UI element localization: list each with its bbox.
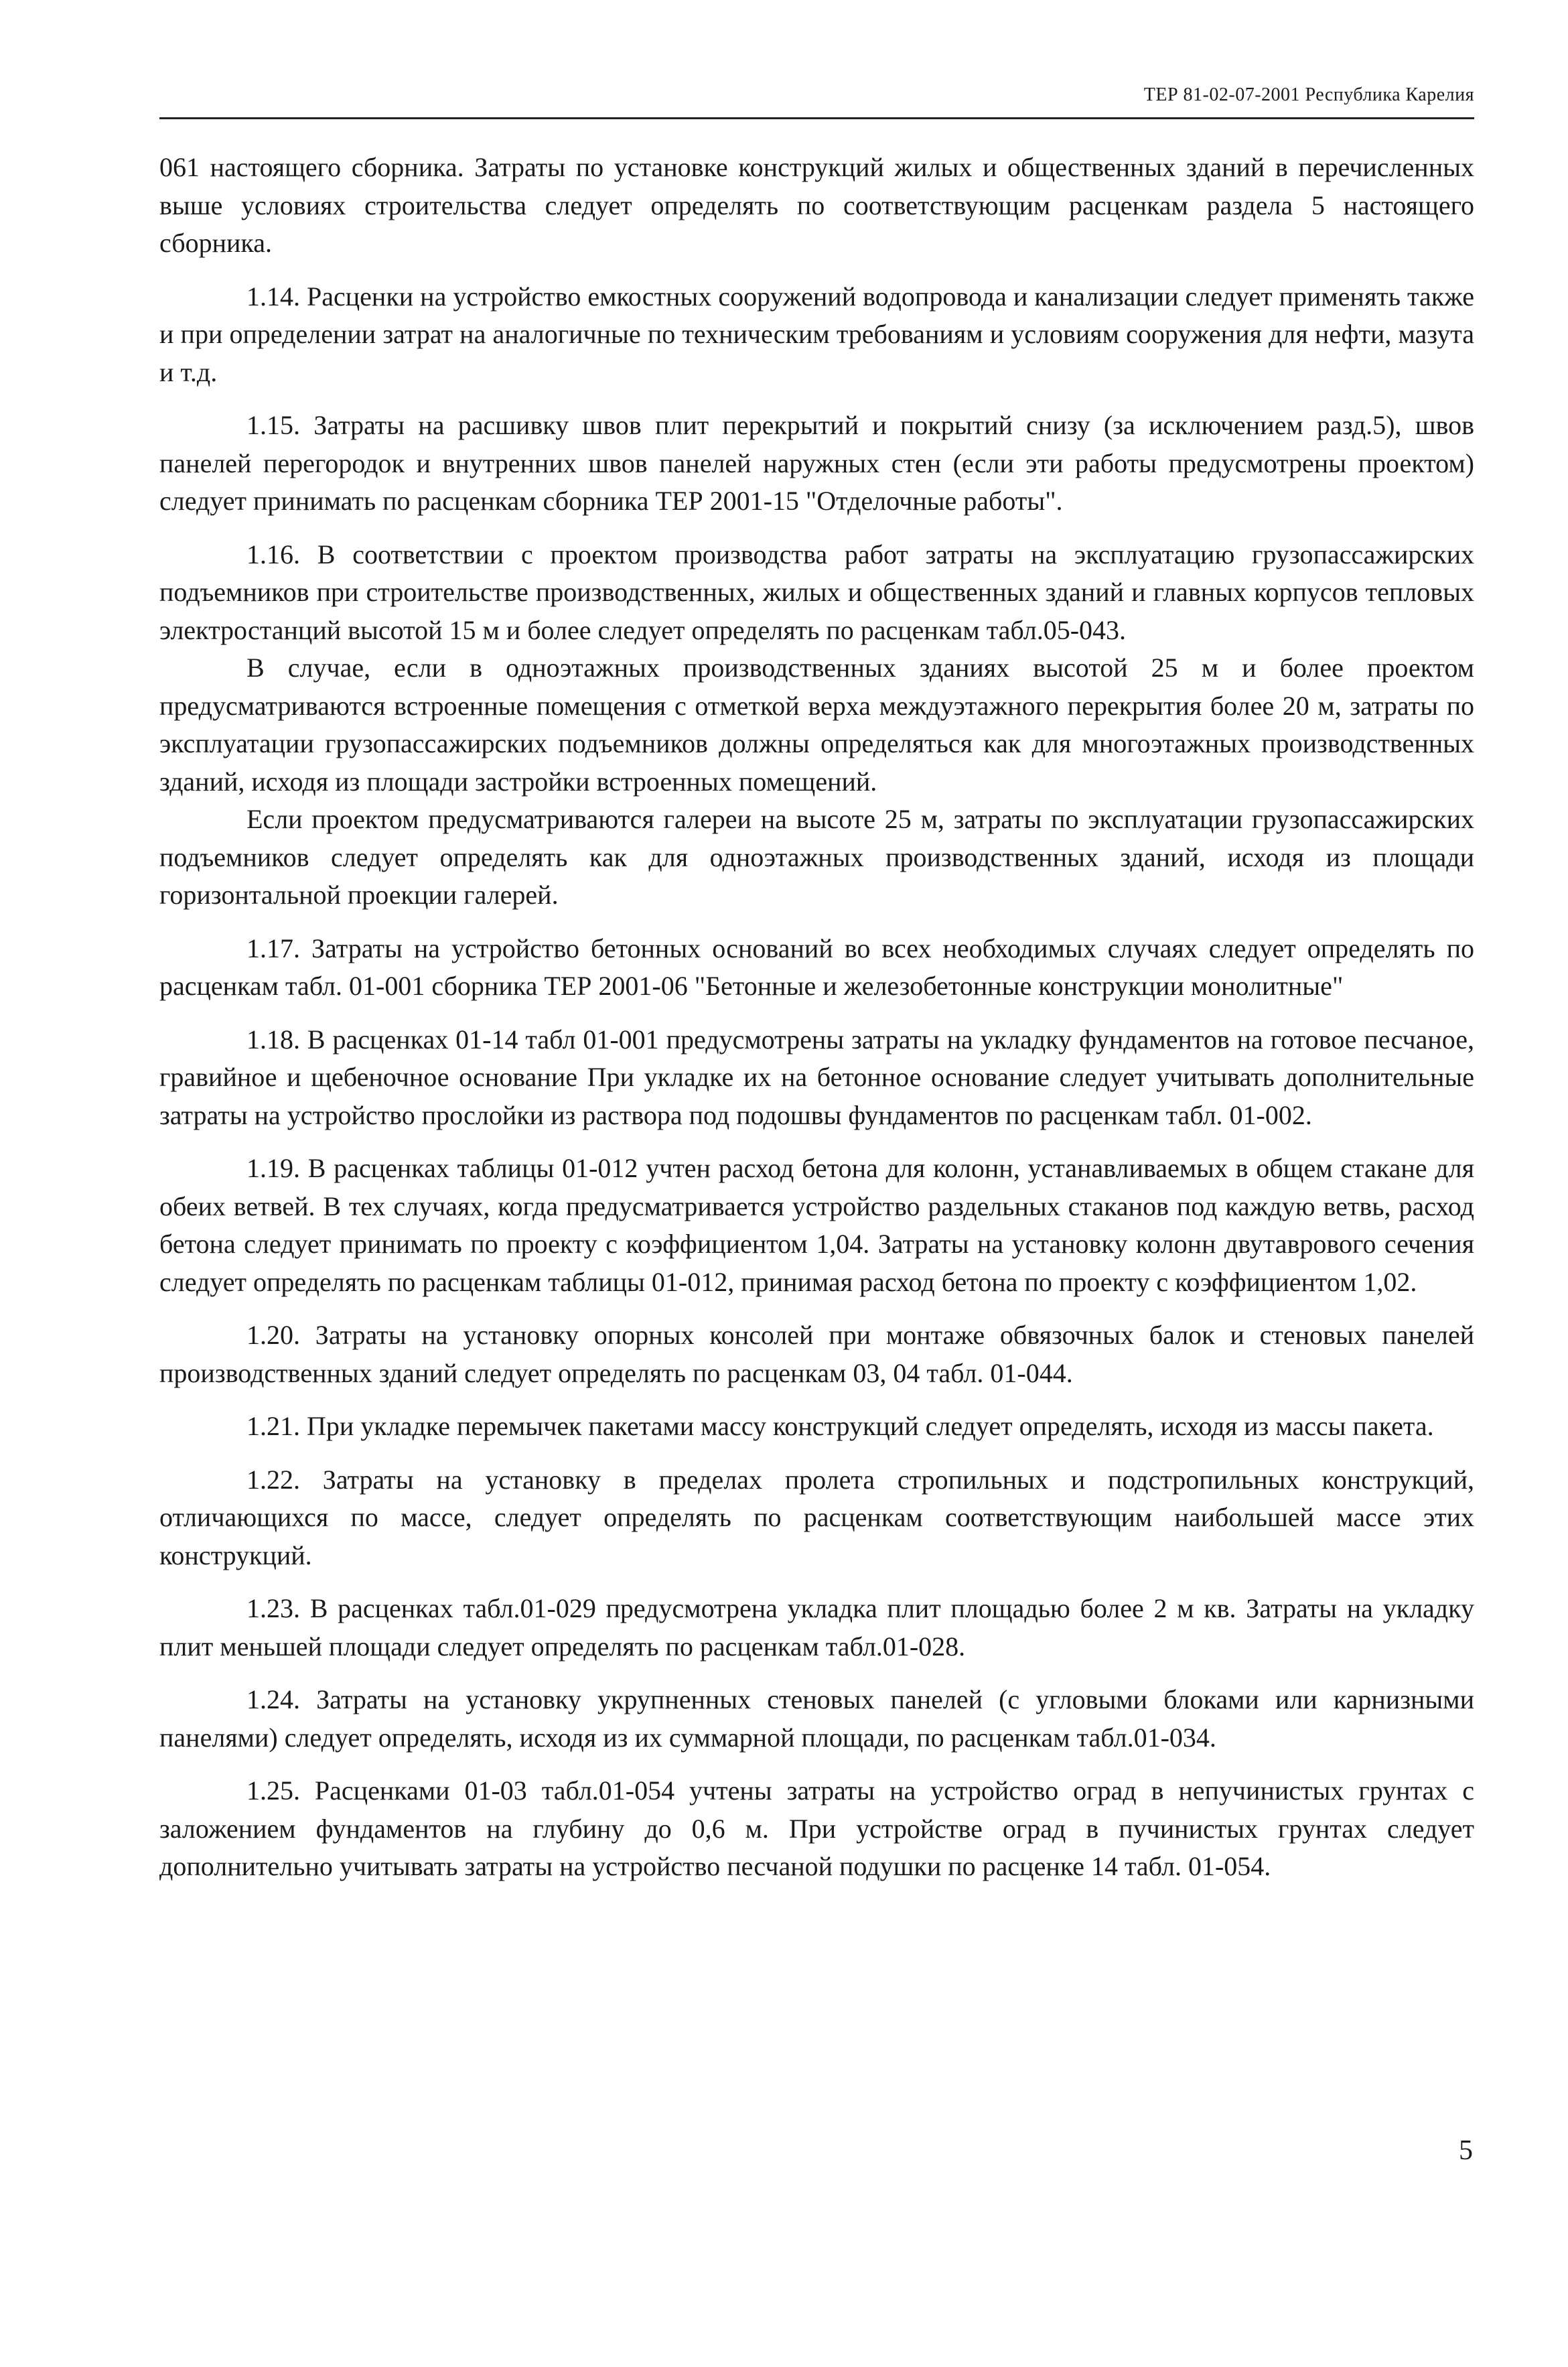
paragraph-continuation: 061 настоящего сборника. Затраты по установке конструкций жилых и общественных зданий в перечисленных выше условиях строительства следует определять по соответствующим расценкам раздела 5 настоящего сборника. bbox=[159, 152, 1474, 258]
paragraph-1-16-case-galleries: Если проектом предусматриваются галереи на высоте 25 м, затраты по эксплуатации грузопассажирских подъемников следует определять как для одноэтажных производственных зданий, исходя из площади горизонтальной проекции галерей. bbox=[159, 804, 1474, 910]
page-number: 5 bbox=[1459, 2135, 1473, 2166]
paragraph-1-16-case-single-storey: В случае, если в одноэтажных производственных зданиях высотой 25 м и более проектом предусматриваются встроенные помещения с отметкой верха междуэтажного перекрытия более 20 м, затраты по эксплуатации грузопассажирских подъемников должны определяться как для многоэтажных производственных зданий, исходя из площади застройки встроенных помещений. bbox=[159, 653, 1474, 797]
paragraph-1-18: 1.18. В расценках 01-14 табл 01-001 предусмотрены затраты на укладку фундаментов на готовое песчаное, гравийное и щебеночное основание При укладке их на бетонное основание следует учитывать дополнительные затраты на устройство прослойки из раствора под подошвы фундаментов по расценкам табл. 01-002. bbox=[159, 1024, 1474, 1130]
paragraph-1-19: 1.19. В расценках таблицы 01-012 учтен расход бетона для колонн, устанавливаемых в общем стакане для обеих ветвей. В тех случаях, когда предусматривается устройство раздельных стаканов под каждую ветвь, расход бетона следует принимать по проекту с коэффициентом 1,04. Затраты на установку колонн двутаврового сечения следует определять по расценкам таблицы 01-012, принимая расход бетона по проекту с коэффициентом 1,02. bbox=[159, 1153, 1474, 1297]
page-header bbox=[159, 79, 1474, 119]
paragraph-1-25: 1.25. Расценками 01-03 табл.01-054 учтены затраты на устройство оград в непучинистых грунтах с заложением фундаментов на глубину до 0,6 м. При устройстве оград в пучинистых грунтах следует дополнительно учитывать затраты на устройство песчаной подушки по расценке 14 табл. 01-054. bbox=[159, 1775, 1474, 1881]
paragraph-1-21: 1.21. При укладке перемычек пакетами массу конструкций следует определять, исходя из массы пакета. bbox=[246, 1411, 1434, 1441]
paragraph-1-17: 1.17. Затраты на устройство бетонных оснований во всех необходимых случаях следует определять по расценкам табл. 01-001 сборника ТЕР 2001-06 "Бетонные и железобетонные конструкции монолитные" bbox=[159, 933, 1474, 1001]
paragraph-1-14: 1.14. Расценки на устройство емкостных сооружений водопровода и канализации следует применять также и при определении затрат на аналогичные по техническим требованиям и условиям сооружения для нефти, мазута и т.д. bbox=[159, 281, 1474, 387]
paragraph-1-22: 1.22. Затраты на установку в пределах пролета стропильных и подстропильных конструкций, отличающихся по массе, следует определять по расценкам соответствующим наибольшей массе этих конструкций. bbox=[159, 1464, 1474, 1570]
document-code: ТЕР 81-02-07-2001 Республика Карелия bbox=[1143, 84, 1474, 105]
paragraph-1-23: 1.23. В расценках табл.01-029 предусмотрена укладка плит площадью более 2 м кв. Затраты на укладку плит меньшей площади следует определять по расценкам табл.01-028. bbox=[159, 1593, 1474, 1662]
paragraph-1-15: 1.15. Затраты на расшивку швов плит перекрытий и покрытий снизу (за исключением разд.5), швов панелей перегородок и внутренних швов панелей наружных стен (если эти работы предусмотрены проектом) следует принимать по расценкам сборника ТЕР 2001-15 "Отделочные работы". bbox=[159, 410, 1474, 516]
document-body bbox=[159, 149, 1474, 1886]
header-divider bbox=[159, 117, 1474, 119]
paragraph-1-20: 1.20. Затраты на установку опорных консолей при монтаже обвязочных балок и стеновых панелей производственных зданий следует определять по расценкам 03, 04 табл. 01-044. bbox=[159, 1320, 1474, 1388]
paragraph-1-16: 1.16. В соответствии с проектом производства работ затраты на эксплуатацию грузопассажирских подъемников при строительстве производственных, жилых и общественных зданий и главных корпусов тепловых электростанций высотой 15 м и более следует определять по расценкам табл.05-043. bbox=[159, 539, 1474, 645]
paragraph-1-24: 1.24. Затраты на установку укрупненных стеновых панелей (с угловыми блоками или карнизными панелями) следует определять, исходя из их суммарной площади, по расценкам табл.01-034. bbox=[159, 1684, 1474, 1753]
